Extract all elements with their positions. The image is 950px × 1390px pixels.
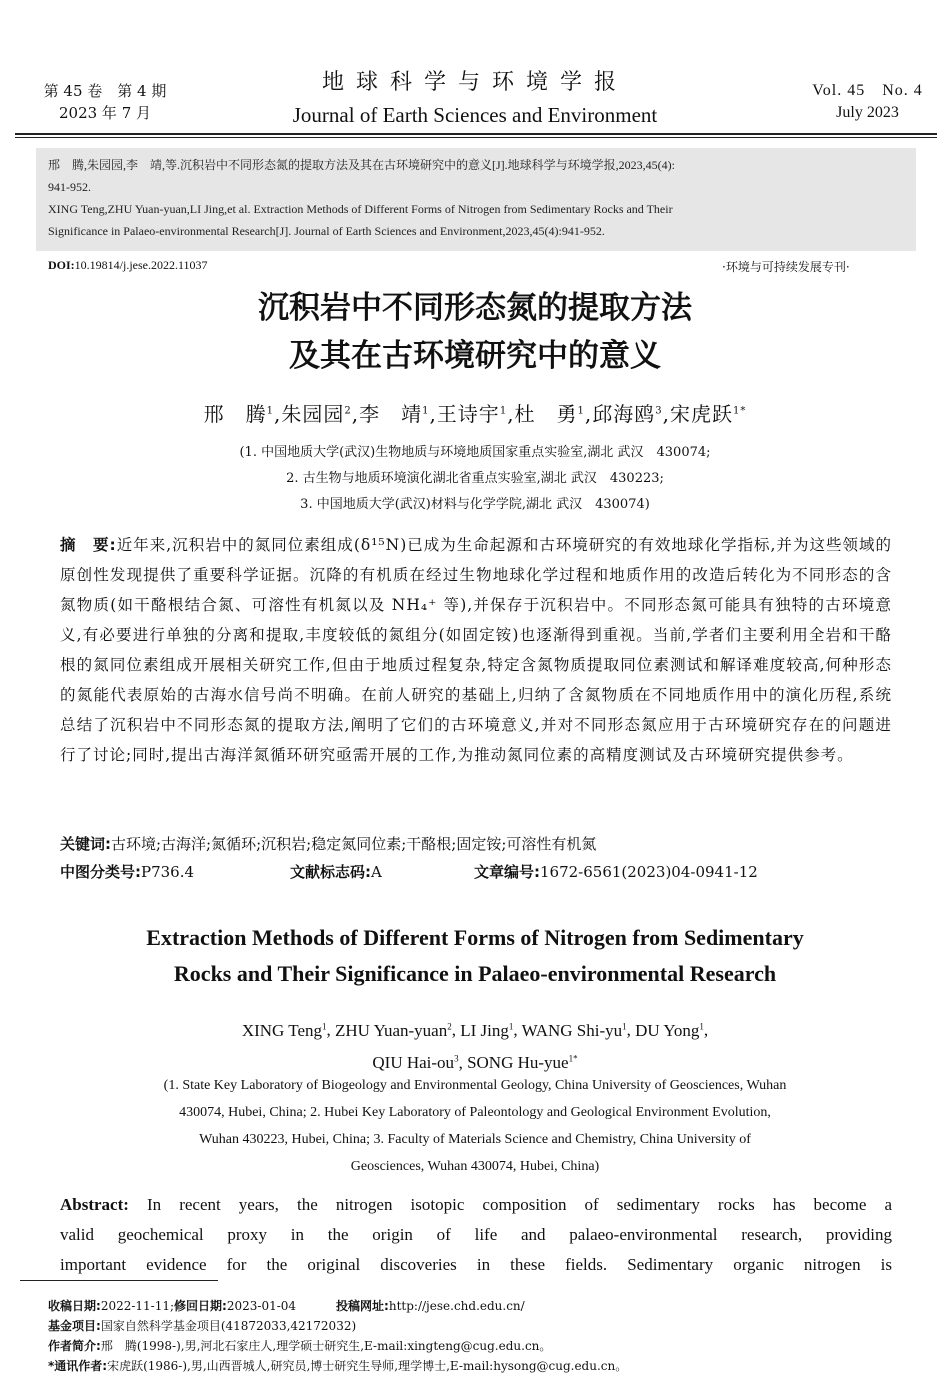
title-en-line2: Rocks and Their Significance in Palaeo-environmental Research <box>173 961 777 986</box>
received-date: 收稿日期:2022-11-11; <box>48 1299 175 1313</box>
abstract-cn-text: 近年来,沉积岩中的氮同位素组成(δ¹⁵N)已成为生命起源和古环境研究的有效地球化学指标,并为这些领域的原创性发现提供了重要科学证据。沉降的有机质在经过生物地球化学过程和地质作用的改造后转化为不同形态的含氮物质(如干酪根结合氮、可溶性有机氮以及 NH₄⁺ 等),并保存于沉积岩中。不同形态氮可能具有独特的古环境意义,有必要进行单独的分离和提取,丰度较低的氮组分(如固定铵)也逐渐得到重视。当前,学者们主要利用全岩和干酪根的氮同位素组成开展相关研究工作,但由于地质过程复杂,特定含氮物质提取同位素测试和解译难度较高,何种形态的氮能代表原始的古海水信号尚不明确。在前人研究的基础上,归纳了含氮物质在不同地质作用中的演化历程,系统总结了沉积岩中不同形态氮的提取方法,阐明了它们的古环境意义,并对不同形态氮应用于古环境研究存在的问题进行了讨论;同时,提出古海洋氮循环研究亟需开展的工作,为推动氮同位素的高精度测试及古环境研究提供参考。 <box>60 536 892 764</box>
journal-name-cn: 地球科学与环境学报 <box>321 70 628 95</box>
affiliation-cn-3: 3. 中国地质大学(武汉)材料与化学学院,湖北 武汉 430074) <box>300 497 650 512</box>
author-cn: 邢 腾$^1$ <box>203 402 274 426</box>
document-code: 文献标志码:A <box>290 863 382 881</box>
header-rule <box>15 133 937 135</box>
abstract-en-line1: Abstract: In recent years, the nitrogen isotopic composition of sedimentary rocks has become a <box>60 1195 893 1214</box>
author-cn: 朱园园$^2$ <box>281 402 352 426</box>
author-en: QIU Hai-$ou^3$ <box>372 1053 459 1073</box>
volume-issue-en: Vol. 45 No. 4 <box>812 82 923 99</box>
title-cn-line2: 及其在古环境研究中的意义 <box>289 338 661 374</box>
keywords-cn-text: 古环境;古海洋;氮循环;沉积岩;稳定氮同位素;干酪根;固定铵;可溶性有机氮 <box>111 835 597 853</box>
header-rule-thin <box>15 137 937 138</box>
citation-box <box>36 148 916 251</box>
footnote-fund: 基金项目:国家自然科学基金项目(41872033,42172032) <box>48 1319 357 1333</box>
submission-url-link[interactable]: http://jese.chd.edu.cn/ <box>388 1299 525 1313</box>
citation-en-line2: Significance in Palaeo-environmental Research[J]. Journal of Earth Sciences and Environment,2023,45(4):941-952. <box>48 224 605 238</box>
footnote-author-bio: 作者简介:邢 腾(1998-),男,河北石家庄人,理学硕士研究生,E-mail:xingteng@cug.edu.cn。 <box>48 1339 552 1353</box>
affiliation-en-line: Geosciences, Wuhan 430074, Hubei, China) <box>350 1159 600 1174</box>
doi-value[interactable]: 10.19814/j.jese.2022.11037 <box>74 258 208 272</box>
footnote-corresponding-author: *通讯作者:宋虎跃(1986-),男,山西晋城人,研究员,博士研究生导师,理学博士,E-mail:hysong@cug.edu.cn。 <box>48 1359 628 1373</box>
journal-name-en: Journal of Earth Sciences and Environment <box>292 103 658 127</box>
abstract-cn <box>60 530 892 770</box>
submission-url: 投稿网址:http://jese.chd.edu.cn/ <box>336 1299 525 1313</box>
volume-issue-cn: 第 45 卷 第 4 期 <box>43 82 167 100</box>
affiliations-en <box>60 1072 890 1180</box>
abstract-en-label: Abstract: <box>60 1195 129 1214</box>
authors-cn: 邢 腾$^1$,朱园园$^2$,李 靖$^1$,王诗宇$^1$,杜 勇$^1$,邱海鸥$^3$,宋虎跃$^{1*}$ <box>203 402 747 426</box>
keywords-cn <box>60 832 892 856</box>
citation-cn-line2: 941-952. <box>48 180 91 194</box>
affiliation-en-line: Wuhan 430223, Hubei, China; 3. Faculty of Materials Science and Chemistry, China University of <box>199 1132 751 1147</box>
abstract-cn-label: 摘 要: <box>60 536 117 554</box>
author-cn: 宋虎跃$^{1*}$ <box>670 402 747 426</box>
date-en: July 2023 <box>836 104 899 121</box>
title-en-line1: Extraction Methods of Different Forms of Nitrogen from Sedimentary <box>146 925 804 950</box>
author-cn: 杜 勇$^1$ <box>514 402 585 426</box>
clc-number: 中图分类号:P736.4 <box>60 863 195 881</box>
author-en: DU Yong$^1$ <box>635 1020 704 1040</box>
affiliation-en-line: 430074, Hubei, China; 2. Hubei Key Laboratory of Paleontology and Geological Environment Evolution, <box>179 1105 771 1120</box>
keywords-cn-label: 关键词: <box>60 835 111 853</box>
doi <box>48 258 208 273</box>
abstract-en-line3: important evidence for the original discoveries in these fields. Sedimentary organic nitrogen is <box>60 1255 892 1274</box>
citation-cn-line1: 邢 腾,朱园园,李 靖,等.沉积岩中不同形态氮的提取方法及其在古环境研究中的意义[J].地球科学与环境学报,2023,45(4): <box>48 158 675 172</box>
author-en: WANG Shi-$yu^1$ <box>521 1020 627 1040</box>
author-en: LI Jing$^1$ <box>460 1020 514 1040</box>
paper-title-en <box>40 920 910 992</box>
header-right <box>800 80 935 124</box>
author-en: XING Teng$^1$ <box>241 1020 327 1040</box>
revised-date: 修回日期:2023-01-04 <box>174 1299 297 1313</box>
journal-name <box>230 68 720 130</box>
author-cn: 李 靖$^1$ <box>359 402 430 426</box>
citation-en-line1: XING Teng,ZHU Yuan-yuan,LI Jing,et al. Extraction Methods of Different Forms of Nitrogen from Sedimentary Rocks and Their <box>48 202 673 216</box>
classification-row <box>60 860 892 884</box>
author-en: SONG Hu-yue$^{1*}$ <box>467 1053 578 1073</box>
footnote-dates <box>48 1296 928 1316</box>
abstract-en-line2: valid geochemical proxy in the origin of life and palaeo-environmental research, providing <box>60 1225 892 1244</box>
paper-title-cn <box>40 284 910 380</box>
title-cn-line1: 沉积岩中不同形态氮的提取方法 <box>258 290 692 326</box>
doi-label: DOI: <box>48 258 75 272</box>
header-left <box>20 80 190 124</box>
date-cn: 2023 年 7 月 <box>58 104 152 122</box>
author-cn: 王诗宇$^1$ <box>436 402 508 426</box>
abstract-en <box>60 1190 892 1280</box>
affiliation-cn-2: 2. 古生物与地质环境演化湖北省重点实验室,湖北 武汉 430223; <box>286 471 664 486</box>
affiliation-cn-1: (1. 中国地质大学(武汉)生物地质与环境地质国家重点实验室,湖北 武汉 430074; <box>239 445 711 460</box>
column-tag: ·环境与可持续发展专刊· <box>722 260 850 274</box>
footnote-rule <box>20 1280 218 1281</box>
affiliation-en-line: (1. State Key Laboratory of Biogeology and Environmental Geology, China University of Geosciences, Wuhan <box>163 1078 787 1093</box>
authors-en <box>40 1012 910 1077</box>
article-number: 文章编号:1672-6561(2023)04-0941-12 <box>474 863 758 881</box>
authors-en-line1: XING Teng$^1$, ZHU Yuan-yuan$^2$, LI Jing$^1$, WANG Shi-$yu^1$, DU Yong$^1$, <box>241 1020 709 1040</box>
author-en: ZHU Yuan-yuan$^2$ <box>335 1020 452 1040</box>
authors-en-line2: QIU Hai-$ou^3$, SONG Hu-yue$^{1*}$ <box>372 1053 578 1073</box>
author-cn: 邱海鸥$^3$ <box>592 402 663 426</box>
